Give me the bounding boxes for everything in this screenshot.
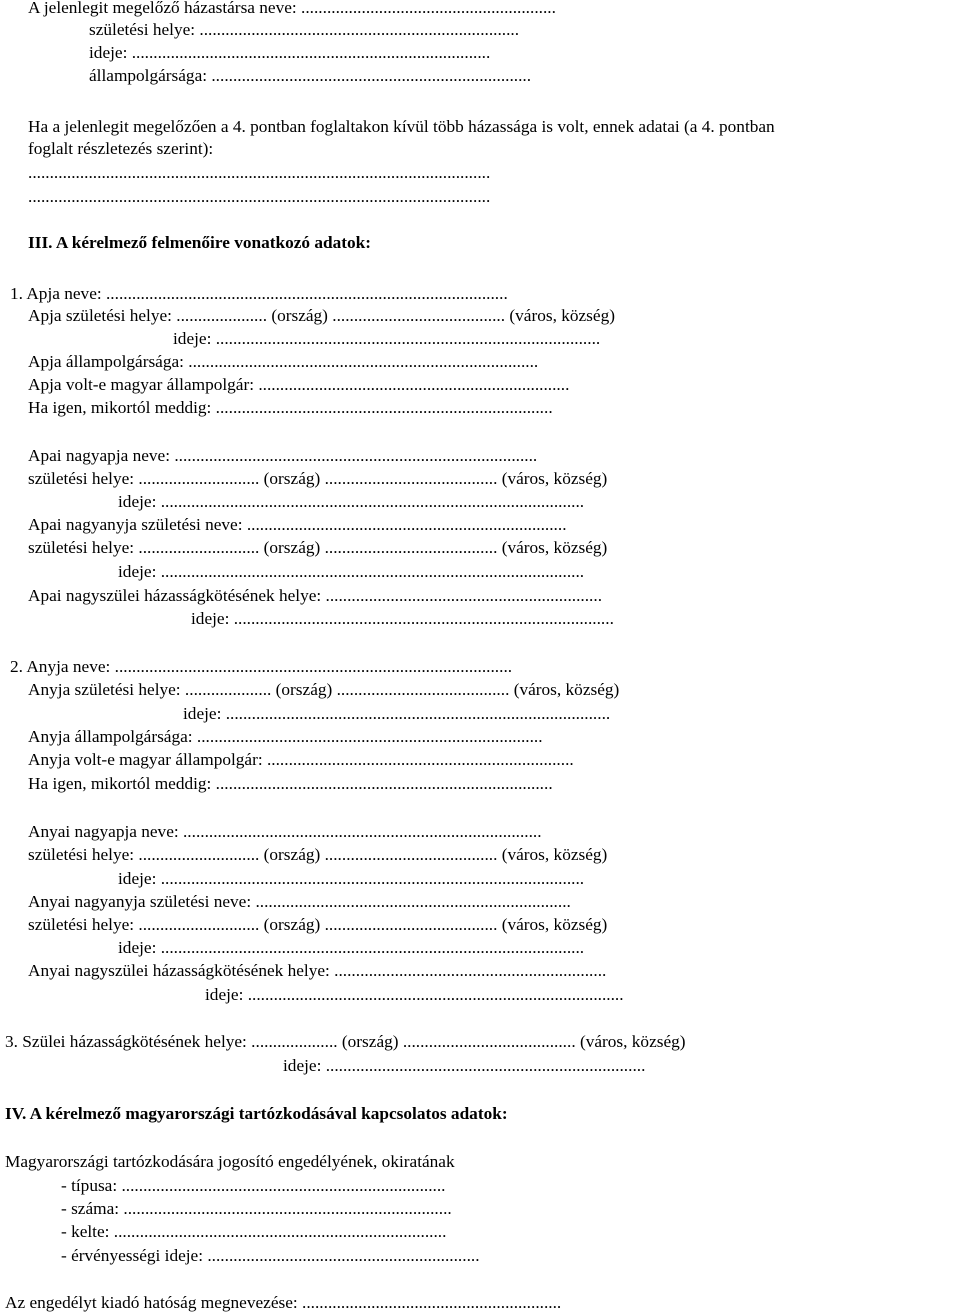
maternal-grandfather-birthplace: születési helye: ............................ (ország) ........................................ (város, község) — [28, 845, 608, 864]
paternal-grandfather-birthdate: ideje: .................................................................................................. — [118, 492, 585, 511]
permit-number: - száma: ............................................................................ — [61, 1199, 452, 1218]
father-birthdate: ideje: ......................................................................................... — [173, 329, 601, 348]
permit-date: - kelte: ............................................................................. — [61, 1222, 447, 1241]
maternal-grandfather-name: Anyai nagyapja neve: ................................................................................... — [28, 822, 542, 841]
prev-spouse-birthplace: születési helye: .......................................................................... — [89, 20, 520, 39]
mother-citizen-period: Ha igen, mikortól meddig: .............................................................................. — [28, 774, 553, 793]
mother-citizenship: Anyja állampolgársága: ................................................................................ — [28, 727, 543, 746]
mother-birthplace: Anyja születési helye: .................... (ország) ........................................ (város, község) — [28, 680, 620, 699]
mother-birthdate: ideje: ......................................................................................... — [183, 704, 611, 723]
father-citizenship: Apja állampolgársága: ................................................................................. — [28, 352, 539, 371]
parents-marriage-place: 3. Szülei házasságkötésének helye: .................... (ország) ........................................ (város, község) — [5, 1032, 686, 1051]
permit-type: - típusa: ........................................................................... — [61, 1176, 446, 1195]
other-marriages-blank-1: ........................................................................................................... — [28, 163, 491, 182]
section-iv-heading: IV. A kérelmező magyarországi tartózkodásával kapcsolatos adatok: — [5, 1104, 508, 1123]
residence-permit-intro: Magyarországi tartózkodására jogosító engedélyének, okiratának — [5, 1152, 455, 1171]
issuing-authority: Az engedélyt kiadó hatóság megnevezése: ............................................................ — [5, 1293, 562, 1312]
father-birthplace: Apja születési helye: ..................... (ország) ........................................ (város, község) — [28, 306, 615, 325]
prev-spouse-birthdate: ideje: ................................................................................... — [89, 43, 491, 62]
parents-marriage-date: ideje: .......................................................................... — [283, 1056, 646, 1075]
father-name: 1. Apja neve: ............................................................................................. — [10, 284, 508, 303]
maternal-grandmother-birthplace: születési helye: ............................ (ország) ........................................ (város, község) — [28, 915, 608, 934]
maternal-grandmother-birthdate: ideje: .................................................................................................. — [118, 938, 585, 957]
other-marriages-blank-2: ........................................................................................................... — [28, 187, 491, 206]
paternal-grandparents-marriage-place: Apai nagyszülei házasságkötésének helye: ................................................................ — [28, 586, 603, 605]
maternal-grandparents-marriage-place: Anyai nagyszülei házasságkötésének helye: ............................................................... — [28, 961, 607, 980]
other-marriages-text: Ha a jelenlegit megelőzően a 4. pontban foglaltakon kívül több házassága is volt, ennek adatai (a 4. pontban — [28, 117, 775, 136]
father-hungarian-citizen: Apja volt-e magyar állampolgár: ........................................................................ — [28, 375, 570, 394]
paternal-grandmother-birthplace: születési helye: ............................ (ország) ........................................ (város, község) — [28, 538, 608, 557]
section-iii-heading: III. A kérelmező felmenőire vonatkozó adatok: — [28, 233, 372, 252]
mother-hungarian-citizen: Anyja volt-e magyar állampolgár: ....................................................................... — [28, 750, 574, 769]
paternal-grandmother-birthdate: ideje: .................................................................................................. — [118, 562, 585, 581]
permit-validity: - érvényességi ideje: ............................................................... — [61, 1246, 480, 1265]
paternal-grandparents-marriage-date: ideje: ........................................................................................ — [191, 609, 614, 628]
prev-spouse-name: A jelenlegit megelőző házastársa neve: ........................................................... — [28, 0, 556, 17]
paternal-grandfather-birthplace: születési helye: ............................ (ország) ........................................ (város, község) — [28, 469, 608, 488]
father-citizen-period: Ha igen, mikortól meddig: .............................................................................. — [28, 398, 553, 417]
prev-spouse-citizenship: állampolgársága: .......................................................................... — [89, 66, 532, 85]
mother-name: 2. Anyja neve: ............................................................................................ — [10, 657, 513, 676]
maternal-grandfather-birthdate: ideje: .................................................................................................. — [118, 869, 585, 888]
maternal-grandparents-marriage-date: ideje: ....................................................................................... — [205, 985, 624, 1004]
paternal-grandmother-name: Apai nagyanyja születési neve: .......................................................................... — [28, 515, 567, 534]
paternal-grandfather-name: Apai nagyapja neve: .................................................................................... — [28, 446, 538, 465]
maternal-grandmother-name: Anyai nagyanyja születési neve: ......................................................................... — [28, 892, 571, 911]
other-marriages-text-2: foglalt részletezés szerint): — [28, 139, 214, 158]
